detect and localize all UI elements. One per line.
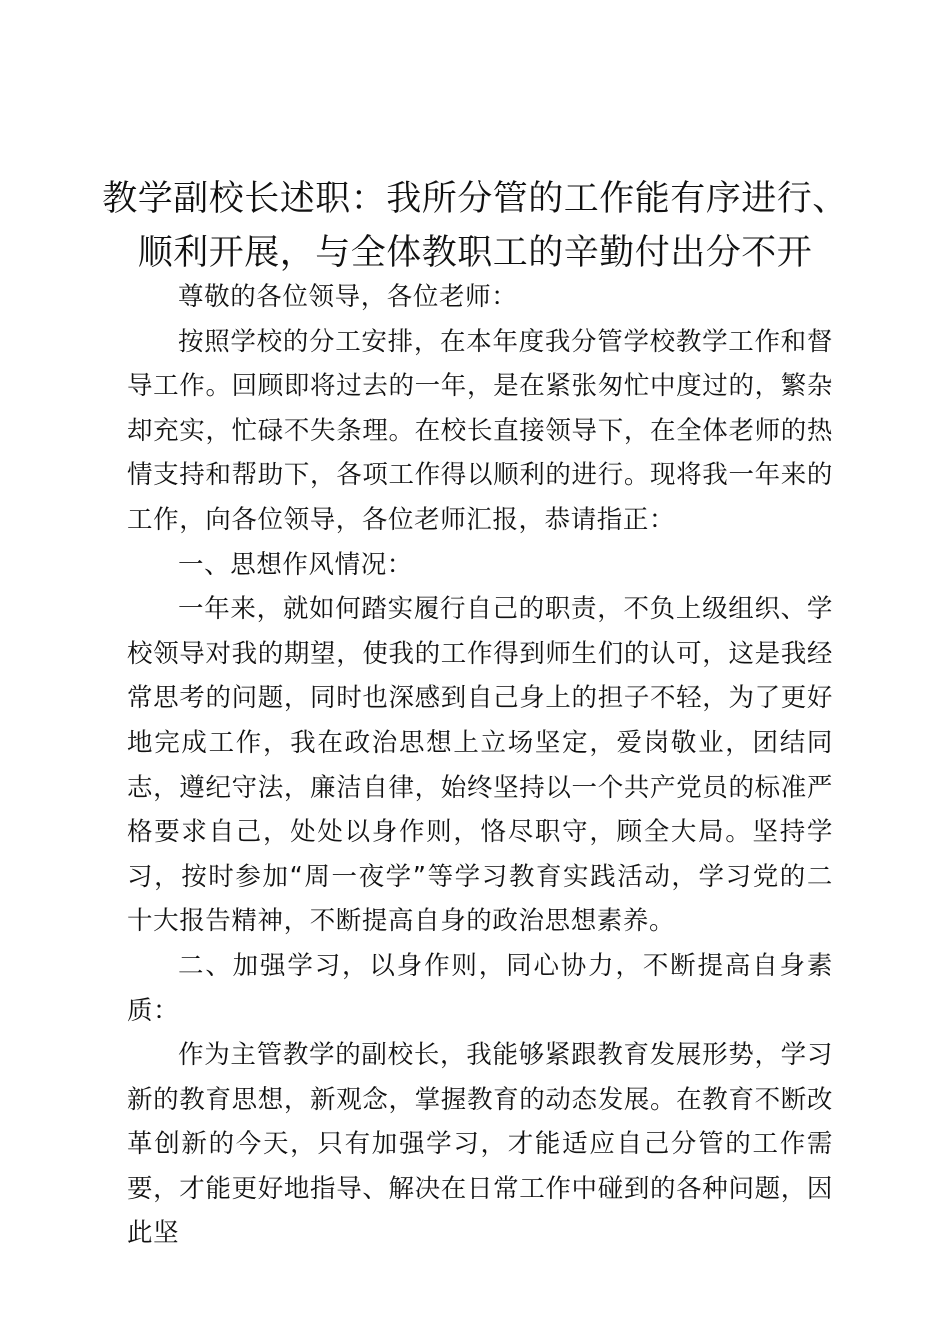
salutation-paragraph: 尊敬的各位领导，各位老师：: [178, 282, 518, 312]
document-body: [127, 275, 833, 1256]
document-title: 教学副校长述职：我所分管的工作能有序进行、顺利开展，与全体教职工的辛勤付出分不开: [102, 179, 848, 273]
section-heading-2: 二、加强学习，以身作则，同心协力，不断提高自身素质：: [127, 950, 833, 1026]
intro-paragraph: 按照学校的分工安排，在本年度我分管学校教学工作和督导工作。回顾即将过去的一年，是在紧张匆忙中度过的，繁杂却充实，忙碌不失条理。在校长直接领导下，在全体老师的热情支持和帮助下，各项工作得以顺利的进行。现将我一年来的工作，向各位领导，各位老师汇报，恭请指正：: [127, 326, 833, 535]
section-2-paragraph: 作为主管教学的副校长，我能够紧跟教育发展形势，学习新的教育思想，新观念，掌握教育的动态发展。在教育不断改革创新的今天，只有加强学习，才能适应自己分管的工作需要，才能更好地指导、解决在日常工作中碰到的各种问题，因此坚: [127, 1040, 833, 1249]
section-heading-1: 一、思想作风情况：: [178, 549, 413, 580]
section-1-paragraph: 一年来，就如何踏实履行自己的职责，不负上级组织、学校领导对我的期望，使我的工作得到师生们的认可，这是我经常思考的问题，同时也深感到自己身上的担子不轻，为了更好地完成工作，我在政治思想上立场坚定，爱岗敬业，团结同志，遵纪守法，廉洁自律，始终坚持以一个共产党员的标准严格要求自己，处处以身作则，恪尽职守，顾全大局。坚持学习，按时参加“周一夜学”等学习教育实践活动，学习党的二十大报告精神，不断提高自身的政治思想素养。: [127, 594, 833, 937]
